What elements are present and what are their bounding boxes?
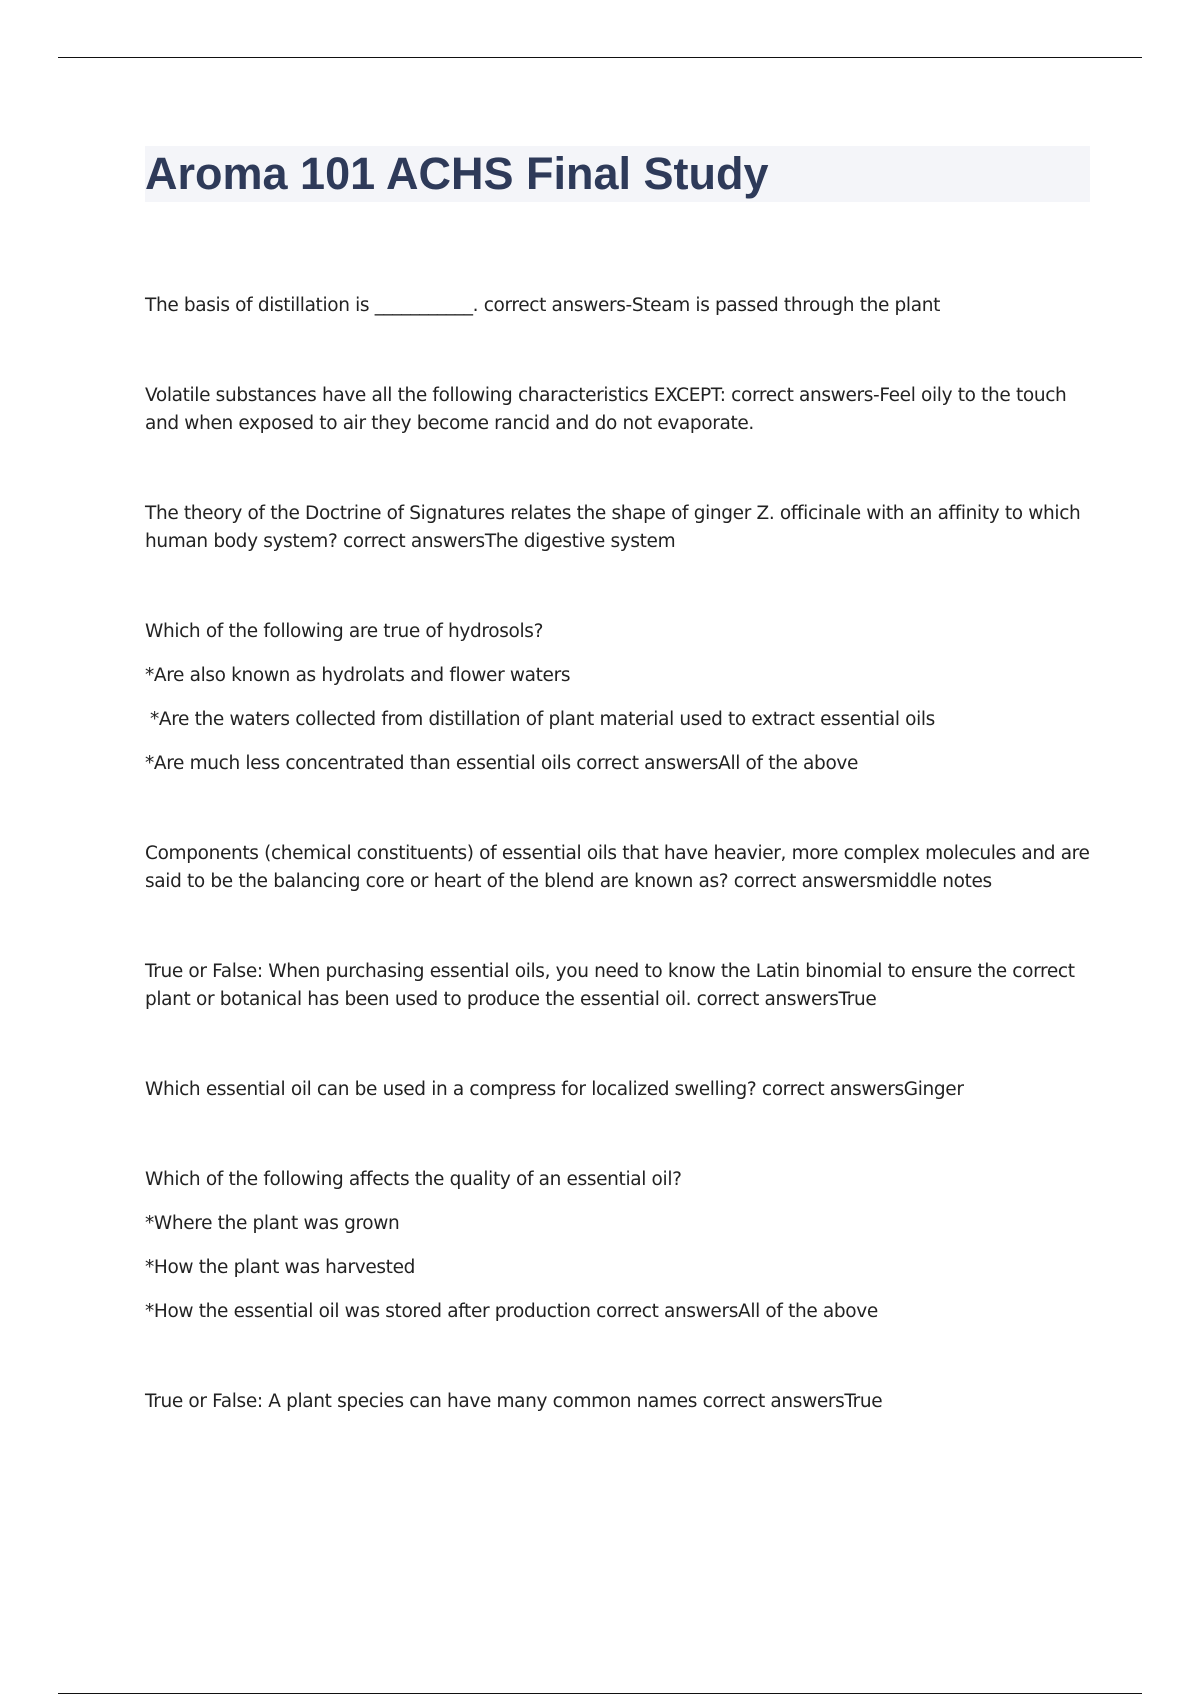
qa-item — [145, 1166, 1100, 1326]
option-line: *Are also known as hydrolats and flower waters — [145, 665, 571, 686]
question-text: True or False: A plant species can have many common names correct answersTrue — [145, 1391, 883, 1412]
qa-item — [145, 292, 1100, 320]
qa-item — [145, 1388, 1100, 1416]
question-text: Which of the following affects the quality of an essential oil? — [145, 1169, 682, 1190]
option-line: *How the essential oil was stored after production correct answersAll of the above — [145, 1301, 878, 1322]
question-text: True or False: When purchasing essential oils, you need to know the Latin binomial to ensure the correct plant or botanical has been used to produce the essential oil. correct answersTrue — [145, 961, 1075, 1010]
qa-item — [145, 500, 1100, 556]
qa-list — [145, 292, 1100, 1478]
qa-item — [145, 1076, 1100, 1104]
qa-item — [145, 958, 1100, 1014]
option-line: *How the plant was harvested — [145, 1257, 416, 1278]
qa-item — [145, 840, 1100, 896]
header-rule — [58, 57, 1142, 58]
question-text: Which of the following are true of hydrosols? — [145, 621, 544, 642]
question-text: Components (chemical constituents) of essential oils that have heavier, more complex molecules and are said to be the balancing core or heart of the blend are known as? correct answersmiddle notes — [145, 843, 1090, 892]
qa-item — [145, 618, 1100, 778]
option-line: *Are much less concentrated than essential oils correct answersAll of the above — [145, 753, 859, 774]
question-text: The basis of distillation is ___________. correct answers-Steam is passed through the plant — [145, 295, 940, 316]
question-text: Volatile substances have all the following characteristics EXCEPT: correct answers-Feel oily to the touch and when exposed to air they become rancid and do not evaporate. — [145, 385, 1067, 434]
option-line: *Are the waters collected from distillation of plant material used to extract essential oils — [150, 709, 935, 730]
footer-rule — [58, 1693, 1142, 1694]
question-text: The theory of the Doctrine of Signatures relates the shape of ginger Z. officinale with an affinity to which human body system? correct answersThe digestive system — [145, 503, 1081, 552]
qa-item — [145, 382, 1100, 438]
option-line: *Where the plant was grown — [145, 1213, 400, 1234]
question-text: Which essential oil can be used in a compress for localized swelling? correct answersGinger — [145, 1079, 964, 1100]
page-title: Aroma 101 ACHS Final Study — [145, 148, 769, 199]
